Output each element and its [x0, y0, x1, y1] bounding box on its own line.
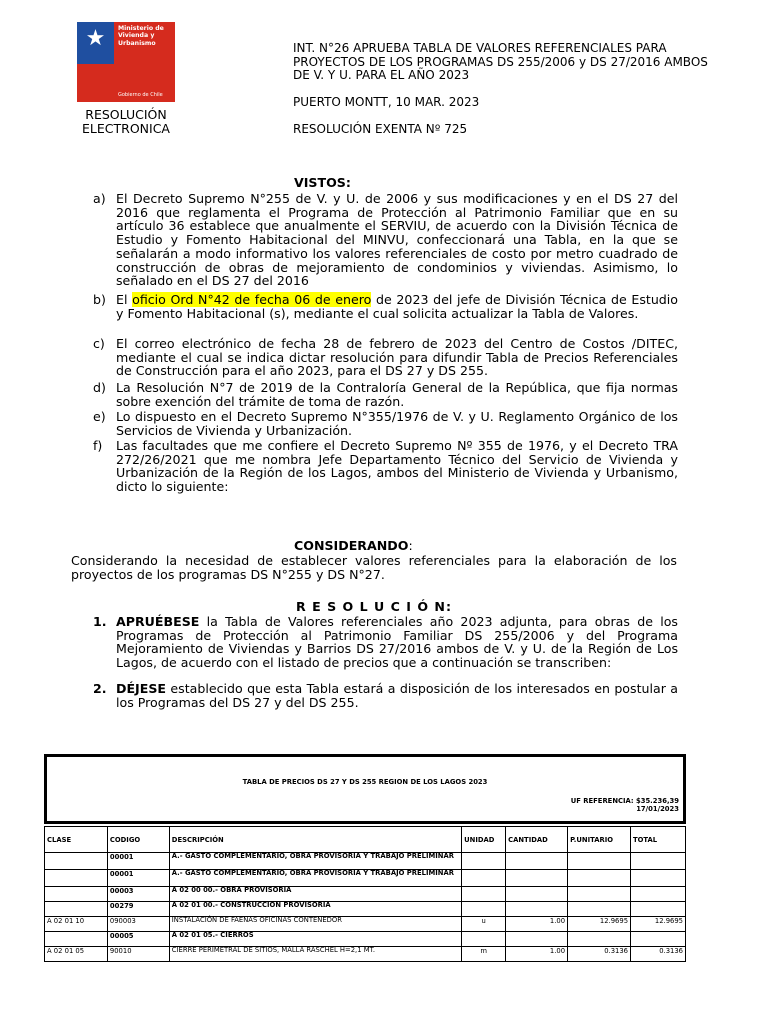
vistos-item-c: c) El correo electrónico de fecha 28 de febrero de 2023 del Centro de Costos /DITEC, mediante el cual se indica dictar resolución para difundir Tabla de Precios Referenciales de Construcción para el año 2023, para el DS 27 y DS 255. [93, 336, 678, 379]
cell-total [631, 902, 686, 917]
col-clase: CLASE [45, 827, 108, 853]
cell-punit [568, 853, 631, 870]
ministry-name: Ministerio de Vivienda y Urbanismo [118, 25, 164, 47]
table-row [45, 947, 686, 962]
vistos-item-e: e) Lo dispuesto en el Decreto Supremo N°355/1976 de V. y U. Reglamento Orgánico de los Servicios de Vivienda y Urbanización. [93, 409, 678, 438]
ministry-logo [77, 22, 175, 102]
cell-total [631, 870, 686, 887]
place-date: PUERTO MONTT, 10 MAR. 2023 [293, 95, 480, 109]
col-codigo: CODIGO [107, 827, 169, 853]
resolution-type-label: RESOLUCIÓN ELECTRONICA [82, 107, 170, 136]
table-row [45, 887, 686, 902]
vistos-item-d: d) La Resolución N°7 de 2019 de la Contraloría General de la República, que fija normas sobre exención del trámite de toma de razón. [93, 380, 678, 409]
cell-desc: A.- GASTO COMPLEMENTARIO, OBRA PROVISORIA Y TRABAJO PRELIMINAR [169, 870, 461, 887]
table-header-row [45, 827, 686, 853]
cell-cantidad: 1.00 [506, 947, 568, 962]
cell-total [631, 887, 686, 902]
price-table-header [44, 754, 686, 824]
highlighted-reference: oficio Ord N°42 de fecha 06 de enero [132, 292, 372, 307]
uf-reference: UF REFERENCIA: $35.236,39 17/01/2023 [570, 797, 679, 813]
cell-desc: A 02 00 00.- OBRA PROVISORIA [169, 887, 461, 902]
cell-cantidad [506, 853, 568, 870]
cell-unidad [462, 932, 506, 947]
cell-unidad [462, 887, 506, 902]
cell-desc: INSTALACIÓN DE FAENAS OFICINAS CONTENEDOR [169, 917, 461, 932]
cell-clase: A 02 01 05 [45, 947, 108, 962]
cell-punit: 0.3136 [568, 947, 631, 962]
cell-total: 0.3136 [631, 947, 686, 962]
cell-codigo: 00001 [107, 870, 169, 887]
cell-cantidad: 1.00 [506, 917, 568, 932]
cell-punit [568, 870, 631, 887]
cell-punit [568, 932, 631, 947]
resolution-number: RESOLUCIÓN EXENTA Nº 725 [293, 122, 468, 136]
table-row [45, 917, 686, 932]
table-row [45, 932, 686, 947]
cell-clase [45, 887, 108, 902]
cell-punit: 12.9695 [568, 917, 631, 932]
cell-punit [568, 887, 631, 902]
table-row [45, 902, 686, 917]
cell-desc: A.- GASTO COMPLEMENTARIO, OBRA PROVISORIA Y TRABAJO PRELIMINAR [169, 853, 461, 870]
table-row [45, 870, 686, 887]
cell-clase [45, 870, 108, 887]
considerando-heading: CONSIDERANDO: [294, 538, 413, 553]
cell-desc: CIERRE PERIMETRAL DE SITIOS, MALLA RASCHEL H=2,1 MT. [169, 947, 461, 962]
resolution-title: INT. N°26 APRUEBA TABLA DE VALORES REFERENCIALES PARA PROYECTOS DE LOS PROGRAMAS DS 255/2006 y DS 27/2016 AMBOS DE V. Y U. PARA EL AÑO 2023 [293, 41, 708, 82]
cell-cantidad [506, 870, 568, 887]
price-table-title: TABLA DE PRECIOS DS 27 Y DS 255 REGION DE LOS LAGOS 2023 [242, 778, 488, 786]
cell-clase [45, 902, 108, 917]
cell-punit [568, 902, 631, 917]
vistos-item-f: f) Las facultades que me confiere el Decreto Supremo Nº 355 de 1976, y el Decreto TRA 272/26/2021 que me nombra Jefe Departamento Técnico del Servicio de Vivienda y Urbanización de la Región de los Lagos, ambos del Ministerio de Vivienda y Urbanismo, dicto lo siguiente: [93, 438, 678, 495]
cell-codigo: 090003 [107, 917, 169, 932]
cell-unidad: m [462, 947, 506, 962]
resolucion-item-2: 2. DÉJESE establecido que esta Tabla estará a disposición de los interesados en postular a los Programas del DS 27 y del DS 255. [93, 681, 678, 710]
cell-total [631, 932, 686, 947]
cell-unidad [462, 902, 506, 917]
cell-total: 12.9695 [631, 917, 686, 932]
resolucion-item-1: 1. APRUÉBESE la Tabla de Valores referenciales año 2023 adjunta, para obras de los Programas de Protección al Patrimonio Familiar DS 255/2006 y del Programa Mejoramiento de Viviendas y Barrios DS 27/2016 ambos de V. y U. de la Región de Los Lagos, de acuerdo con el listado de precios que a continuación se transcriben: [93, 614, 678, 671]
cell-unidad: u [462, 917, 506, 932]
cell-clase: A 02 01 10 [45, 917, 108, 932]
col-unidad: UNIDAD [462, 827, 506, 853]
cell-codigo: 00279 [107, 902, 169, 917]
resolucion-heading: R E S O L U C I Ó N: [296, 599, 452, 614]
cell-clase [45, 853, 108, 870]
price-table [44, 826, 686, 962]
cell-unidad [462, 853, 506, 870]
cell-clase [45, 932, 108, 947]
col-total: TOTAL [631, 827, 686, 853]
cell-desc: A 02 01 00.- CONSTRUCCION PROVISORIA [169, 902, 461, 917]
cell-codigo: 00005 [107, 932, 169, 947]
cell-desc: A 02 01 05.- CIERROS [169, 932, 461, 947]
star-icon: ★ [85, 26, 106, 51]
vistos-item-b: b) El oficio Ord N°42 de fecha 06 de enero de 2023 del jefe de División Técnica de Estudio y Fomento Habitacional (s), mediante el cual solicita actualizar la Tabla de Valores. [93, 292, 679, 321]
cell-cantidad [506, 887, 568, 902]
cell-total [631, 853, 686, 870]
cell-codigo: 90010 [107, 947, 169, 962]
cell-codigo: 00003 [107, 887, 169, 902]
col-punitario: P.UNITARIO [568, 827, 631, 853]
table-row [45, 853, 686, 870]
cell-codigo: 00001 [107, 853, 169, 870]
cell-cantidad [506, 902, 568, 917]
cell-cantidad [506, 932, 568, 947]
considerando-text: Considerando la necesidad de establecer valores referenciales para la elaboración de los proyectos de los programas DS N°255 y DS N°27. [71, 553, 677, 582]
vistos-heading: VISTOS: [294, 175, 351, 190]
cell-unidad [462, 870, 506, 887]
government-label: Gobierno de Chile [118, 92, 163, 98]
col-descripcion: DESCRIPCIÓN [169, 827, 461, 853]
col-cantidad: CANTIDAD [506, 827, 568, 853]
vistos-item-a: a) El Decreto Supremo N°255 de V. y U. de 2006 y sus modificaciones y en el DS 27 del 2016 que reglamenta el Programa de Protección al Patrimonio Familiar que en su artículo 36 establece que anualmente el SERVIU, de acuerdo con la División Técnica de Estudio y Fomento Habitacional del MINVU, confeccionará una Tabla, en la que se señalarán a modo informativo los valores referenciales de costo por metro cuadrado de construcción de obras de mejoramiento de condominios y viviendas. Asimismo, lo señalado en el DS 27 del 2016 [93, 191, 678, 289]
